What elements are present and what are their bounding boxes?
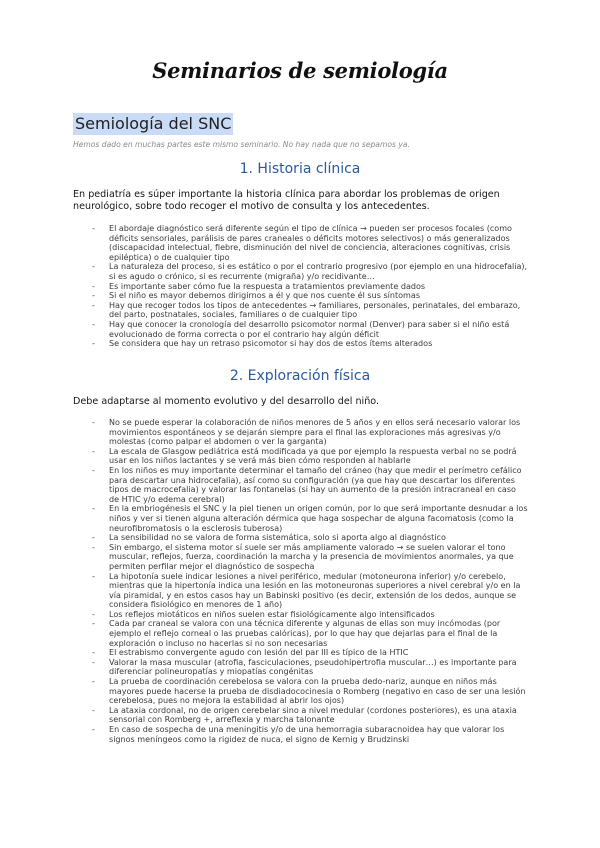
list-item: - La sensibilidad no se valora de forma sistemática, solo si aporta algo al diagnóstico [92,533,446,543]
list-item: - En los niños es muy importante determinar el tamaño del cráneo (hay que medir el perímetro cefálico para descartar una hidrocefalia), así como su configuración (ya que hay que descartar los diferentes tipos de macrocefalia) y valorar las fontanelas (si hay un aumento de la presión intracraneal en caso de HTIC y/o edema cerebral) [92,465,522,504]
section-intro: Hemos dado en muchas partes este mismo seminario. No hay nada que no sepamos ya. [73,140,410,149]
exploracion-lead: Debe adaptarse al momento evolutivo y del desarrollo del niño. [73,396,380,407]
list-item: - La prueba de coordinación cerebelosa se valora con la prueba dedo-nariz, aunque en niños más mayores puede hacerse la prueba de disdiadococinesia o Romberg (negativo en caso de ser una lesión cerebelosa, pues no mejora la estabilidad al abrir los ojos) [92,677,526,706]
list-item: - Valorar la masa muscular (atrofia, fasciculaciones, pseudohipertrofia muscular…) es importante para diferenciar polineuropatías y miopatías congénitas [92,657,517,677]
list-item: - La hipotonía suele indicar lesiones a nivel periférico, medular (motoneurona inferior) y/o cerebelo, mientras que la hipertonía indica una lesión en las motoneuronas superiores a nivel cerebral y/o en la vía piramidal, y en estos casos hay un Babinski positivo (es decir, extensión de los dedos, aunque se considera fisiológico en menores de 1 año) [92,571,521,610]
list-item: - En caso de sospecha de una meningitis y/o de una hemorragia subaracnoidea hay que valorar los signos meníngeos como la rigidez de nuca, el signo de Kernig y Brudzinski [92,725,505,744]
list-item: - Si el niño es mayor debemos dirigirnos a él y que nos cuente él sus síntomas [92,291,421,301]
list-item: - Hay que conocer la cronología del desarrollo psicomotor normal (Denver) para saber si el niño está evolucionado de forma correcta o por el contrario hay algún déficit [92,319,510,339]
list-item: - Es importante saber cómo fue la respuesta a tratamientos previamente dados [92,281,426,291]
list-item: - Los reflejos miotáticos en niños suelen estar fisiológicamente algo intensificados [92,609,435,619]
section-heading: Semiología del SNC [75,114,232,133]
list-item: - No se puede esperar la colaboración de niños menores de 5 años y en ellos será necesario valorar los movimientos espontáneos y se dejarán siempre para el final las exploraciones más agresivas y/o molestas (como palpar el abdomen o ver la garganta) [92,418,521,447]
list-item: - La naturaleza del proceso, si es estático o por el contrario progresivo (por ejemplo en una hidrocefalia), si es agudo o crónico, si es recurrente (migraña) y/o recidivante… [92,262,528,281]
document-title: Seminarios de semiología [152,58,448,83]
historia-lead: En pediatría es súper importante la historia clínica para abordar los problemas de origen neurológico, sobre todo recoger el motivo de consulta y los antecedentes. [73,189,500,212]
list-item: - Sin embargo, el sistema motor sí suele ser más ampliamente valorado → se suelen valorar el tono muscular, reflejos, fuerza, coordinación la marcha y la presencia de movimientos anormales, ya que permiten perfilar mejor el diagnóstico de sospecha [92,542,514,571]
list-item: - Se considera que hay un retraso psicomotor si hay dos de estos ítems alterados [92,339,433,349]
list-item: - La ataxia cordonal, no de origen cerebelar sino a nivel medular (cordones posteriores), es una ataxia sensorial con Romberg +, arreflexia y marcha talonante [92,705,517,725]
list-item: - El abordaje diagnóstico será diferente según el tipo de clínica → pueden ser procesos focales (como déficits sensoriales, parálisis de pares craneales o déficits motores selectivos) o más generalizados (discapacidad intelectual, fiebre, disminución del nivel de conciencia, alteraciones cognitivas, crisis epiléptica) o de cualquier tipo [92,224,512,262]
list-item: - La escala de Glasgow pediátrica está modificada ya que por ejemplo la respuesta verbal no se podrá usar en los niños lactantes y se verá más bien cómo responden al hablarle [92,446,517,466]
historia-heading: 1. Historia clínica [239,161,361,177]
exploracion-list [92,418,528,744]
historia-list [92,224,528,349]
list-item: - Cada par craneal se valora con una técnica diferente y algunas de ellas son muy incómodas (por ejemplo el reflejo corneal o las pruebas calóricas), por lo que hay que dejarlas para el final de la exploración o incluso no hacerlas si no son necesarias [92,619,501,648]
list-item: - El estrabismo convergente agudo con lesión del par III es típico de la HTIC [92,648,409,658]
list-item: - En la embriogénesis el SNC y la piel tienen un origen común, por lo que será importante desnudar a los niños y ver si tienen alguna alteración dérmica que haga sospechar de alguna facomatosis (como la neurofibromatosis o la esclerosis tuberosa) [92,504,528,533]
list-item: - Hay que recoger todos los tipos de antecedentes → familiares, personales, perinatales, del embarazo, del parto, postnatales, sociales, familiares o de cualquier tipo [92,300,521,320]
exploracion-heading: 2. Exploración física [229,368,371,384]
